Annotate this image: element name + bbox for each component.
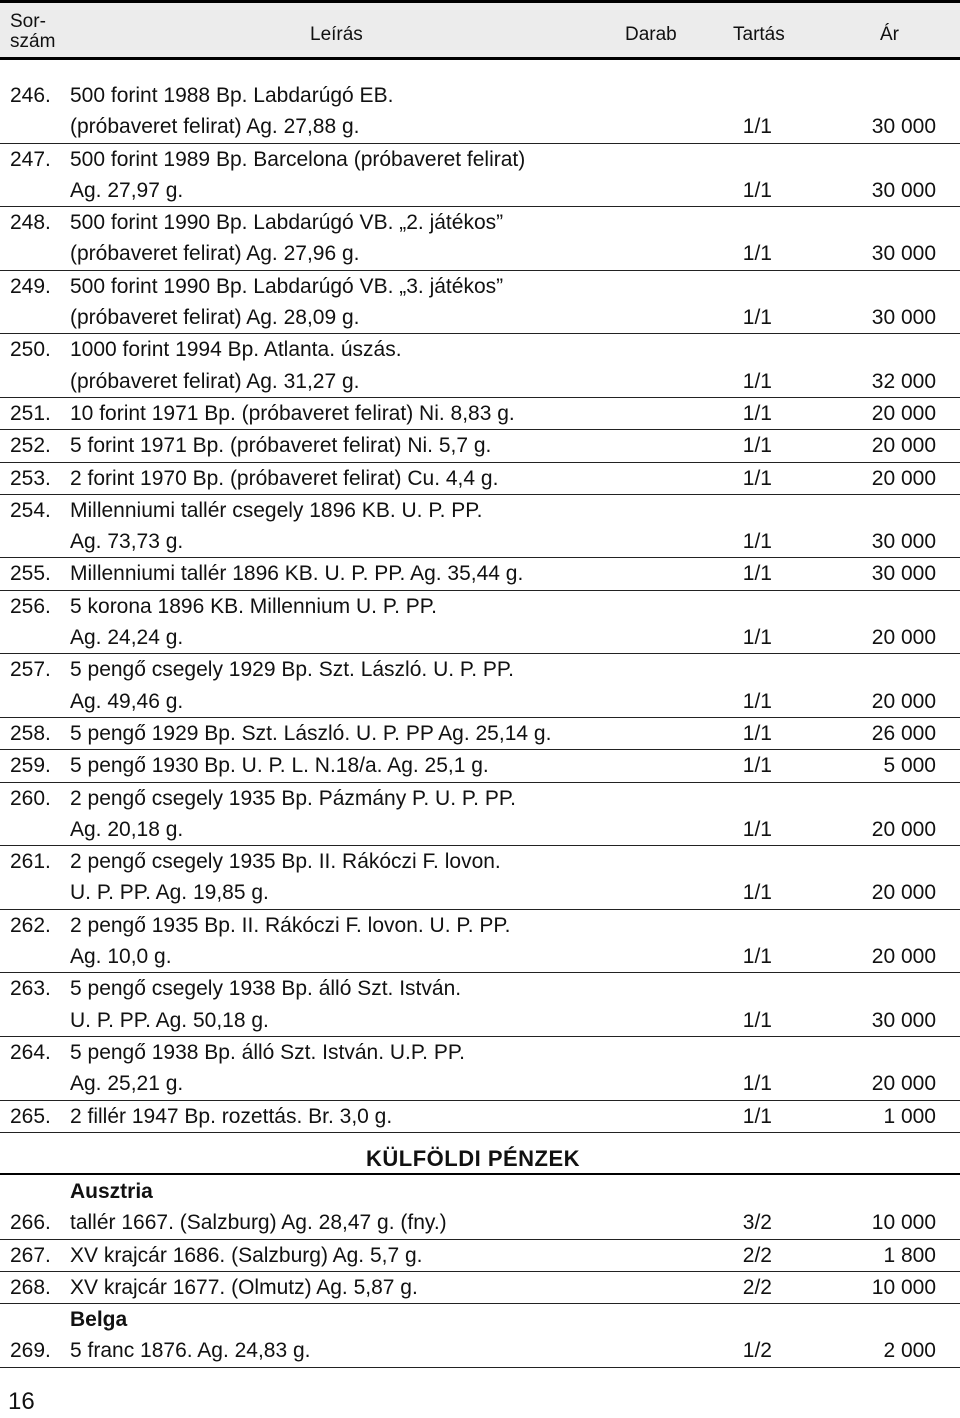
lot-description: 5 pengő csegely 1938 Bp. álló Szt. István. — [70, 977, 462, 1001]
lot-price: 2 000 — [883, 1339, 936, 1363]
lot-number: 247. — [10, 147, 51, 171]
lot-grade: 1/1 — [742, 369, 772, 393]
lot-description: 2 forint 1970 Bp. (próbaveret felirat) Cu. 4,4 g. — [70, 466, 499, 490]
lot-line — [0, 1240, 960, 1271]
lot-line — [0, 686, 960, 717]
lot-line — [0, 622, 960, 653]
lot-number: 261. — [10, 850, 51, 874]
lot-number: 259. — [10, 754, 51, 778]
lot-grade: 1/1 — [742, 689, 772, 713]
lot-description: 500 forint 1989 Bp. Barcelona (próbaveret felirat) — [70, 147, 526, 171]
lot-grade: 1/2 — [742, 1339, 772, 1363]
lot-description: 2 pengő csegely 1935 Bp. Pázmány P. U. P. PP. — [70, 786, 516, 810]
lot-price: 20 000 — [871, 626, 936, 650]
lot-number: 263. — [10, 977, 51, 1001]
lot-entry — [0, 80, 960, 144]
lot-grade: 1/1 — [742, 721, 772, 745]
lot-description: 5 pengő 1938 Bp. álló Szt. István. U.P. PP. — [70, 1040, 465, 1064]
lot-number: 262. — [10, 913, 51, 937]
lot-line — [0, 591, 960, 622]
lot-price: 1 000 — [883, 1104, 936, 1128]
lot-number: 268. — [10, 1275, 51, 1299]
lot-line — [0, 783, 960, 814]
lot-entry — [0, 463, 960, 495]
lot-price: 5 000 — [883, 754, 936, 778]
lot-description: (próbaveret felirat) Ag. 28,09 g. — [70, 306, 360, 330]
lot-entry — [0, 207, 960, 271]
lot-number: 248. — [10, 211, 51, 235]
lot-line — [0, 207, 960, 238]
lot-entry — [0, 144, 960, 208]
foreign-lot-list — [0, 1176, 960, 1368]
lot-line — [0, 144, 960, 175]
header-sorszam-line1: Sor- — [10, 11, 46, 32]
lot-list — [0, 80, 960, 1133]
lot-price: 30 000 — [871, 562, 936, 586]
lot-line — [0, 495, 960, 526]
lot-grade: 1/1 — [742, 1008, 772, 1032]
lot-price: 30 000 — [871, 530, 936, 554]
lot-line — [0, 398, 960, 429]
lot-entry — [0, 1207, 960, 1239]
lot-entry — [0, 718, 960, 750]
lot-line — [0, 718, 960, 749]
lot-description: (próbaveret felirat) Ag. 27,88 g. — [70, 115, 360, 139]
lot-number: 266. — [10, 1211, 51, 1235]
header-leiras: Leírás — [310, 24, 363, 45]
lot-line — [0, 814, 960, 845]
lot-number: 267. — [10, 1243, 51, 1267]
lot-description: (próbaveret felirat) Ag. 31,27 g. — [70, 369, 360, 393]
lot-grade: 1/1 — [742, 306, 772, 330]
lot-grade: 2/2 — [742, 1243, 772, 1267]
lot-entry — [0, 846, 960, 910]
lot-line — [0, 175, 960, 206]
lot-description: 5 forint 1971 Bp. (próbaveret felirat) Ni. 5,7 g. — [70, 434, 492, 458]
lot-price: 20 000 — [871, 881, 936, 905]
lot-grade: 2/2 — [742, 1275, 772, 1299]
lot-line — [0, 654, 960, 685]
lot-number: 260. — [10, 786, 51, 810]
lot-entry — [0, 334, 960, 398]
lot-entry — [0, 783, 960, 847]
lot-line — [0, 750, 960, 781]
lot-grade: 1/1 — [742, 881, 772, 905]
lot-line — [0, 941, 960, 972]
lot-description: Millenniumi tallér 1896 KB. U. P. PP. Ag. 35,44 g. — [70, 562, 524, 586]
lot-description: Ag. 10,0 g. — [70, 945, 172, 969]
lot-entry — [0, 495, 960, 559]
lot-number: 249. — [10, 274, 51, 298]
country-heading — [0, 1304, 960, 1335]
lot-number: 246. — [10, 84, 51, 107]
header-ar: Ár — [880, 24, 899, 45]
lot-entry — [0, 1240, 960, 1272]
lot-line — [0, 846, 960, 877]
lot-entry — [0, 271, 960, 335]
lot-line — [0, 1037, 960, 1068]
lot-description: 1000 forint 1994 Bp. Atlanta. úszás. — [70, 338, 402, 362]
lot-description: 5 korona 1896 KB. Millennium U. P. PP. — [70, 594, 437, 618]
header-darab: Darab — [625, 24, 677, 45]
lot-number: 264. — [10, 1040, 51, 1064]
lot-description: XV krajcár 1686. (Salzburg) Ag. 5,7 g. — [70, 1243, 423, 1267]
lot-entry — [0, 398, 960, 430]
lot-description: (próbaveret felirat) Ag. 27,96 g. — [70, 242, 360, 266]
lot-line — [0, 1207, 960, 1238]
lot-line — [0, 238, 960, 269]
lot-price: 26 000 — [871, 721, 936, 745]
lot-price: 20 000 — [871, 401, 936, 425]
lot-line — [0, 877, 960, 908]
lot-grade: 1/1 — [742, 1072, 772, 1096]
lot-line — [0, 463, 960, 494]
lot-line — [0, 558, 960, 589]
lot-description: Ag. 20,18 g. — [70, 817, 184, 841]
lot-description: U. P. PP. Ag. 50,18 g. — [70, 1008, 269, 1032]
lot-grade: 1/1 — [742, 242, 772, 266]
lot-grade: 1/1 — [742, 945, 772, 969]
lot-line — [0, 80, 960, 111]
lot-number: 258. — [10, 721, 51, 745]
lot-line — [0, 1068, 960, 1099]
lot-description: 2 pengő 1935 Bp. II. Rákóczi F. lovon. U. P. PP. — [70, 913, 511, 937]
lot-number: 254. — [10, 498, 51, 522]
lot-line — [0, 302, 960, 333]
lot-description: U. P. PP. Ag. 19,85 g. — [70, 881, 269, 905]
lot-description: tallér 1667. (Salzburg) Ag. 28,47 g. (fny.) — [70, 1211, 447, 1235]
lot-entry — [0, 1037, 960, 1101]
lot-line — [0, 526, 960, 557]
lot-description: Ag. 49,46 g. — [70, 689, 184, 713]
lot-number: 257. — [10, 658, 51, 682]
lot-description: 5 franc 1876. Ag. 24,83 g. — [70, 1339, 311, 1363]
lot-description: 5 pengő 1930 Bp. U. P. L. N.18/a. Ag. 25,1 g. — [70, 754, 489, 778]
lot-line — [0, 1101, 960, 1132]
lot-entry — [0, 750, 960, 782]
lot-grade: 1/1 — [742, 1104, 772, 1128]
lot-description: Ag. 27,97 g. — [70, 178, 184, 202]
lot-entry — [0, 591, 960, 655]
lot-description: XV krajcár 1677. (Olmutz) Ag. 5,87 g. — [70, 1275, 418, 1299]
lot-description: 2 fillér 1947 Bp. rozettás. Br. 3,0 g. — [70, 1104, 393, 1128]
lot-grade: 1/1 — [742, 115, 772, 139]
lot-grade: 1/1 — [742, 754, 772, 778]
header-tartas: Tartás — [733, 24, 785, 45]
lot-description: 10 forint 1971 Bp. (próbaveret felirat) Ni. 8,83 g. — [70, 401, 515, 425]
lot-price: 30 000 — [871, 1008, 936, 1032]
section-title — [0, 1143, 960, 1175]
lot-price: 30 000 — [871, 242, 936, 266]
lot-price: 20 000 — [871, 1072, 936, 1096]
lot-grade: 1/1 — [742, 626, 772, 650]
lot-line — [0, 1335, 960, 1366]
lot-price: 20 000 — [871, 466, 936, 490]
lot-entry — [0, 654, 960, 718]
lot-entry — [0, 1272, 960, 1304]
lot-entry — [0, 430, 960, 462]
lot-grade: 1/1 — [742, 817, 772, 841]
country-name: Belga — [70, 1308, 128, 1332]
header-sorszam-line2: szám — [10, 31, 56, 52]
country-heading — [0, 1176, 960, 1207]
lot-number: 269. — [10, 1339, 51, 1363]
lot-description: 5 pengő 1929 Bp. Szt. László. U. P. PP Ag. 25,14 g. — [70, 721, 552, 745]
lot-grade: 1/1 — [742, 530, 772, 554]
lot-entry — [0, 973, 960, 1037]
lot-line — [0, 1005, 960, 1036]
lot-description: 2 pengő csegely 1935 Bp. II. Rákóczi F. lovon. — [70, 850, 501, 874]
page-number: 16 — [8, 1388, 35, 1415]
lot-grade: 1/1 — [742, 434, 772, 458]
lot-line — [0, 973, 960, 1004]
lot-line — [0, 910, 960, 941]
lot-number: 252. — [10, 434, 51, 458]
lot-entry — [0, 1335, 960, 1367]
lot-description: Ag. 25,21 g. — [70, 1072, 184, 1096]
lot-description: Ag. 24,24 g. — [70, 626, 184, 650]
lot-price: 10 000 — [871, 1275, 936, 1299]
lot-entry — [0, 910, 960, 974]
section-title-text: KÜLFÖLDI PÉNZEK — [366, 1146, 581, 1171]
lot-number: 251. — [10, 401, 51, 425]
lot-grade: 1/1 — [742, 178, 772, 202]
lot-entry — [0, 558, 960, 590]
lot-line — [0, 111, 960, 142]
lot-entry — [0, 1101, 960, 1133]
lot-description: Ag. 73,73 g. — [70, 530, 184, 554]
lot-number: 250. — [10, 338, 51, 362]
lot-description: 5 pengő csegely 1929 Bp. Szt. László. U. P. PP. — [70, 658, 515, 682]
lot-price: 32 000 — [871, 369, 936, 393]
lot-price: 20 000 — [871, 945, 936, 969]
header-sorszam — [10, 12, 55, 52]
lot-price: 20 000 — [871, 689, 936, 713]
lot-description: Millenniumi tallér csegely 1896 KB. U. P. PP. — [70, 498, 483, 522]
lot-number: 253. — [10, 466, 51, 490]
lot-price: 30 000 — [871, 306, 936, 330]
catalog-header — [0, 0, 960, 60]
lot-price: 10 000 — [871, 1211, 936, 1235]
lot-line — [0, 430, 960, 461]
lot-grade: 1/1 — [742, 562, 772, 586]
lot-number: 255. — [10, 562, 51, 586]
lot-line — [0, 271, 960, 302]
lot-grade: 1/1 — [742, 401, 772, 425]
lot-price: 20 000 — [871, 434, 936, 458]
lot-line — [0, 1272, 960, 1303]
lot-description: 500 forint 1990 Bp. Labdarúgó VB. „3. játékos” — [70, 274, 504, 298]
lot-description: 500 forint 1988 Bp. Labdarúgó EB. — [70, 84, 394, 107]
lot-number: 265. — [10, 1104, 51, 1128]
lot-price: 30 000 — [871, 178, 936, 202]
country-name: Ausztria — [70, 1180, 153, 1203]
lot-price: 30 000 — [871, 115, 936, 139]
lot-grade: 3/2 — [742, 1211, 772, 1235]
lot-number: 256. — [10, 594, 51, 618]
lot-line — [0, 334, 960, 365]
lot-price: 1 800 — [883, 1243, 936, 1267]
lot-line — [0, 366, 960, 397]
lot-description: 500 forint 1990 Bp. Labdarúgó VB. „2. játékos” — [70, 211, 504, 235]
lot-price: 20 000 — [871, 817, 936, 841]
lot-grade: 1/1 — [742, 466, 772, 490]
